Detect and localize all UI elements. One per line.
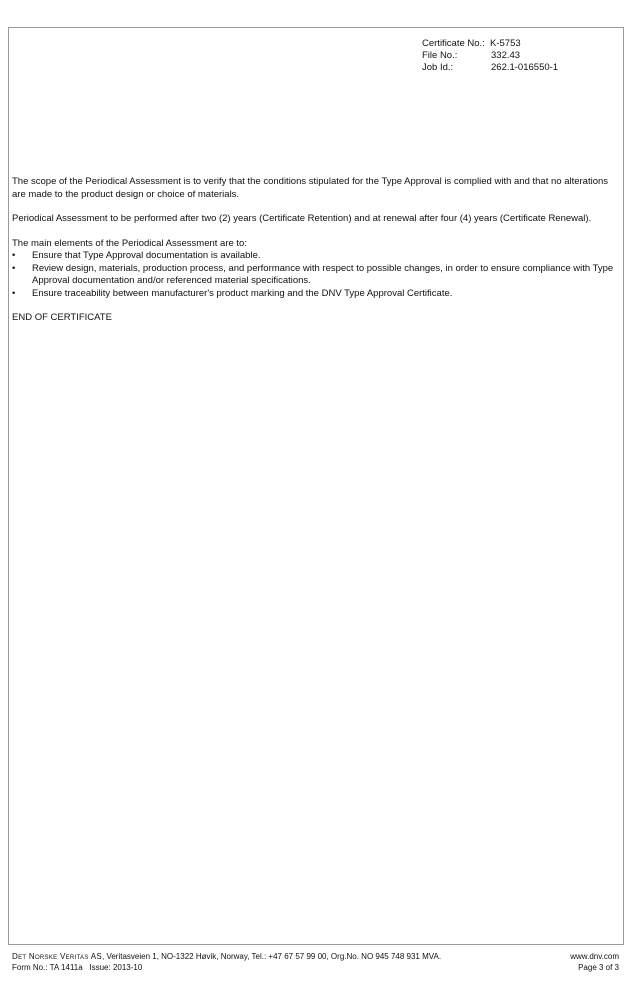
main-elements-list xyxy=(12,250,618,300)
main-elements-intro: The main elements of the Periodical Assessment are to: xyxy=(12,237,247,249)
certificate-number-row xyxy=(422,38,558,50)
list-item-text: Ensure traceability between manufacturer's product marking and the DNV Type Approval Certificate. xyxy=(32,287,453,299)
scope-paragraph: The scope of the Periodical Assessment is to verify that the conditions stipulated for the Type Approval is complied with and that no alterations are made to the product design or choice of materials. xyxy=(12,176,609,200)
page-number: Page 3 of 3 xyxy=(578,963,619,972)
job-id-label: Job Id.: xyxy=(422,62,454,73)
certificate-number-label: Certificate No.: xyxy=(422,38,485,49)
file-number-value: 332.43 xyxy=(491,50,521,61)
list-item xyxy=(12,288,618,301)
certificate-number-value: K-5753 xyxy=(490,38,521,49)
file-number-row xyxy=(422,50,558,62)
page-frame xyxy=(8,27,624,945)
job-id-value: 262.1-016550-1 xyxy=(491,62,559,73)
list-item-text: Review design, materials, production process, and performance with respect to possible changes, in order to ensure compliance with Type Approval documentation and/or referenced material specifications. xyxy=(32,262,614,286)
issue-date: Issue: 2013-10 xyxy=(89,963,143,972)
file-number-label: File No.: xyxy=(422,50,458,61)
certificate-body xyxy=(12,176,618,337)
company-address: , Veritasveien 1, NO-1322 Høvik, Norway, Tel.: +47 67 57 99 00, Org.No. NO 945 748 931 MVA. xyxy=(102,952,442,961)
list-item xyxy=(12,250,618,263)
footer-line-1 xyxy=(12,951,619,962)
bullet-icon: • xyxy=(12,250,16,261)
form-info xyxy=(12,962,142,973)
footer-company-address xyxy=(12,951,441,962)
job-id-row xyxy=(422,62,558,74)
list-item-text: Ensure that Type Approval documentation is available. xyxy=(32,250,261,261)
page-footer xyxy=(12,951,619,973)
form-number: Form No.: TA 1411a xyxy=(12,963,83,972)
certificate-reference-block xyxy=(422,38,558,74)
assessment-schedule-paragraph: Periodical Assessment to be performed after two (2) years (Certificate Retention) and at renewal after four (4) years (Certificate Renewal). xyxy=(12,213,592,224)
list-item xyxy=(12,263,618,288)
end-of-certificate: END OF CERTIFICATE xyxy=(12,312,112,323)
bullet-icon: • xyxy=(12,287,16,299)
footer-line-2 xyxy=(12,962,619,973)
bullet-icon: • xyxy=(12,262,16,274)
company-name: Det Norske Veritas AS xyxy=(12,952,102,961)
website-link[interactable]: www.dnv.com xyxy=(570,952,619,961)
